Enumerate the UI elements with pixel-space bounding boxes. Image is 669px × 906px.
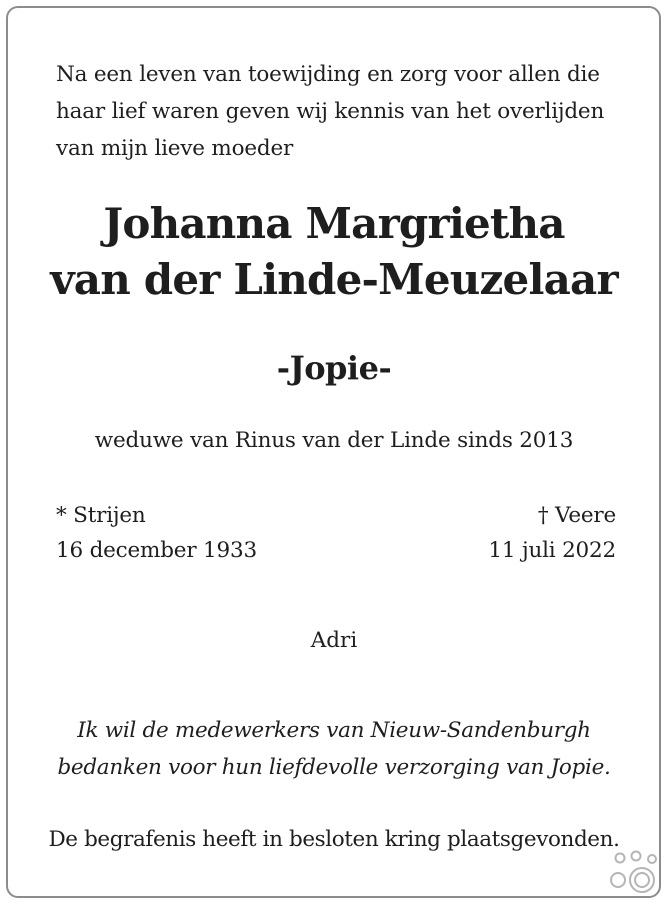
death-date: 11 juli 2022 xyxy=(488,538,616,563)
birth-date: 16 december 1933 xyxy=(56,538,257,563)
birth-info xyxy=(56,498,257,568)
intro-line: Na een leven van toewijding en zorg voor allen die xyxy=(56,62,600,87)
thanks-line: bedanken voor hun liefdevolle verzorging van Jopie. xyxy=(57,755,611,780)
widow-of: weduwe van Rinus van der Linde sinds 2013 xyxy=(94,428,574,453)
death-place: † Veere xyxy=(537,503,616,528)
name-line-2: van der Linde-Meuzelaar xyxy=(50,255,618,304)
thanks-text xyxy=(34,712,634,786)
funeral-note: De begrafenis heeft in besloten kring plaatsgevonden. xyxy=(48,827,620,852)
death-info xyxy=(488,498,616,568)
nickname: -Jopie- xyxy=(276,349,392,387)
signature: Adri xyxy=(310,628,358,653)
intro-line: haar lief waren geven wij kennis van het overlijden xyxy=(56,99,605,124)
thanks-line: Ik wil de medewerkers van Nieuw-Sandenburgh xyxy=(77,718,591,743)
deceased-name xyxy=(34,196,634,308)
name-line-1: Johanna Margrietha xyxy=(103,199,565,248)
circles-logo-icon xyxy=(608,848,660,896)
intro-line: van mijn lieve moeder xyxy=(56,136,294,161)
intro-text xyxy=(56,56,616,167)
birth-place: * Strijen xyxy=(56,503,146,528)
